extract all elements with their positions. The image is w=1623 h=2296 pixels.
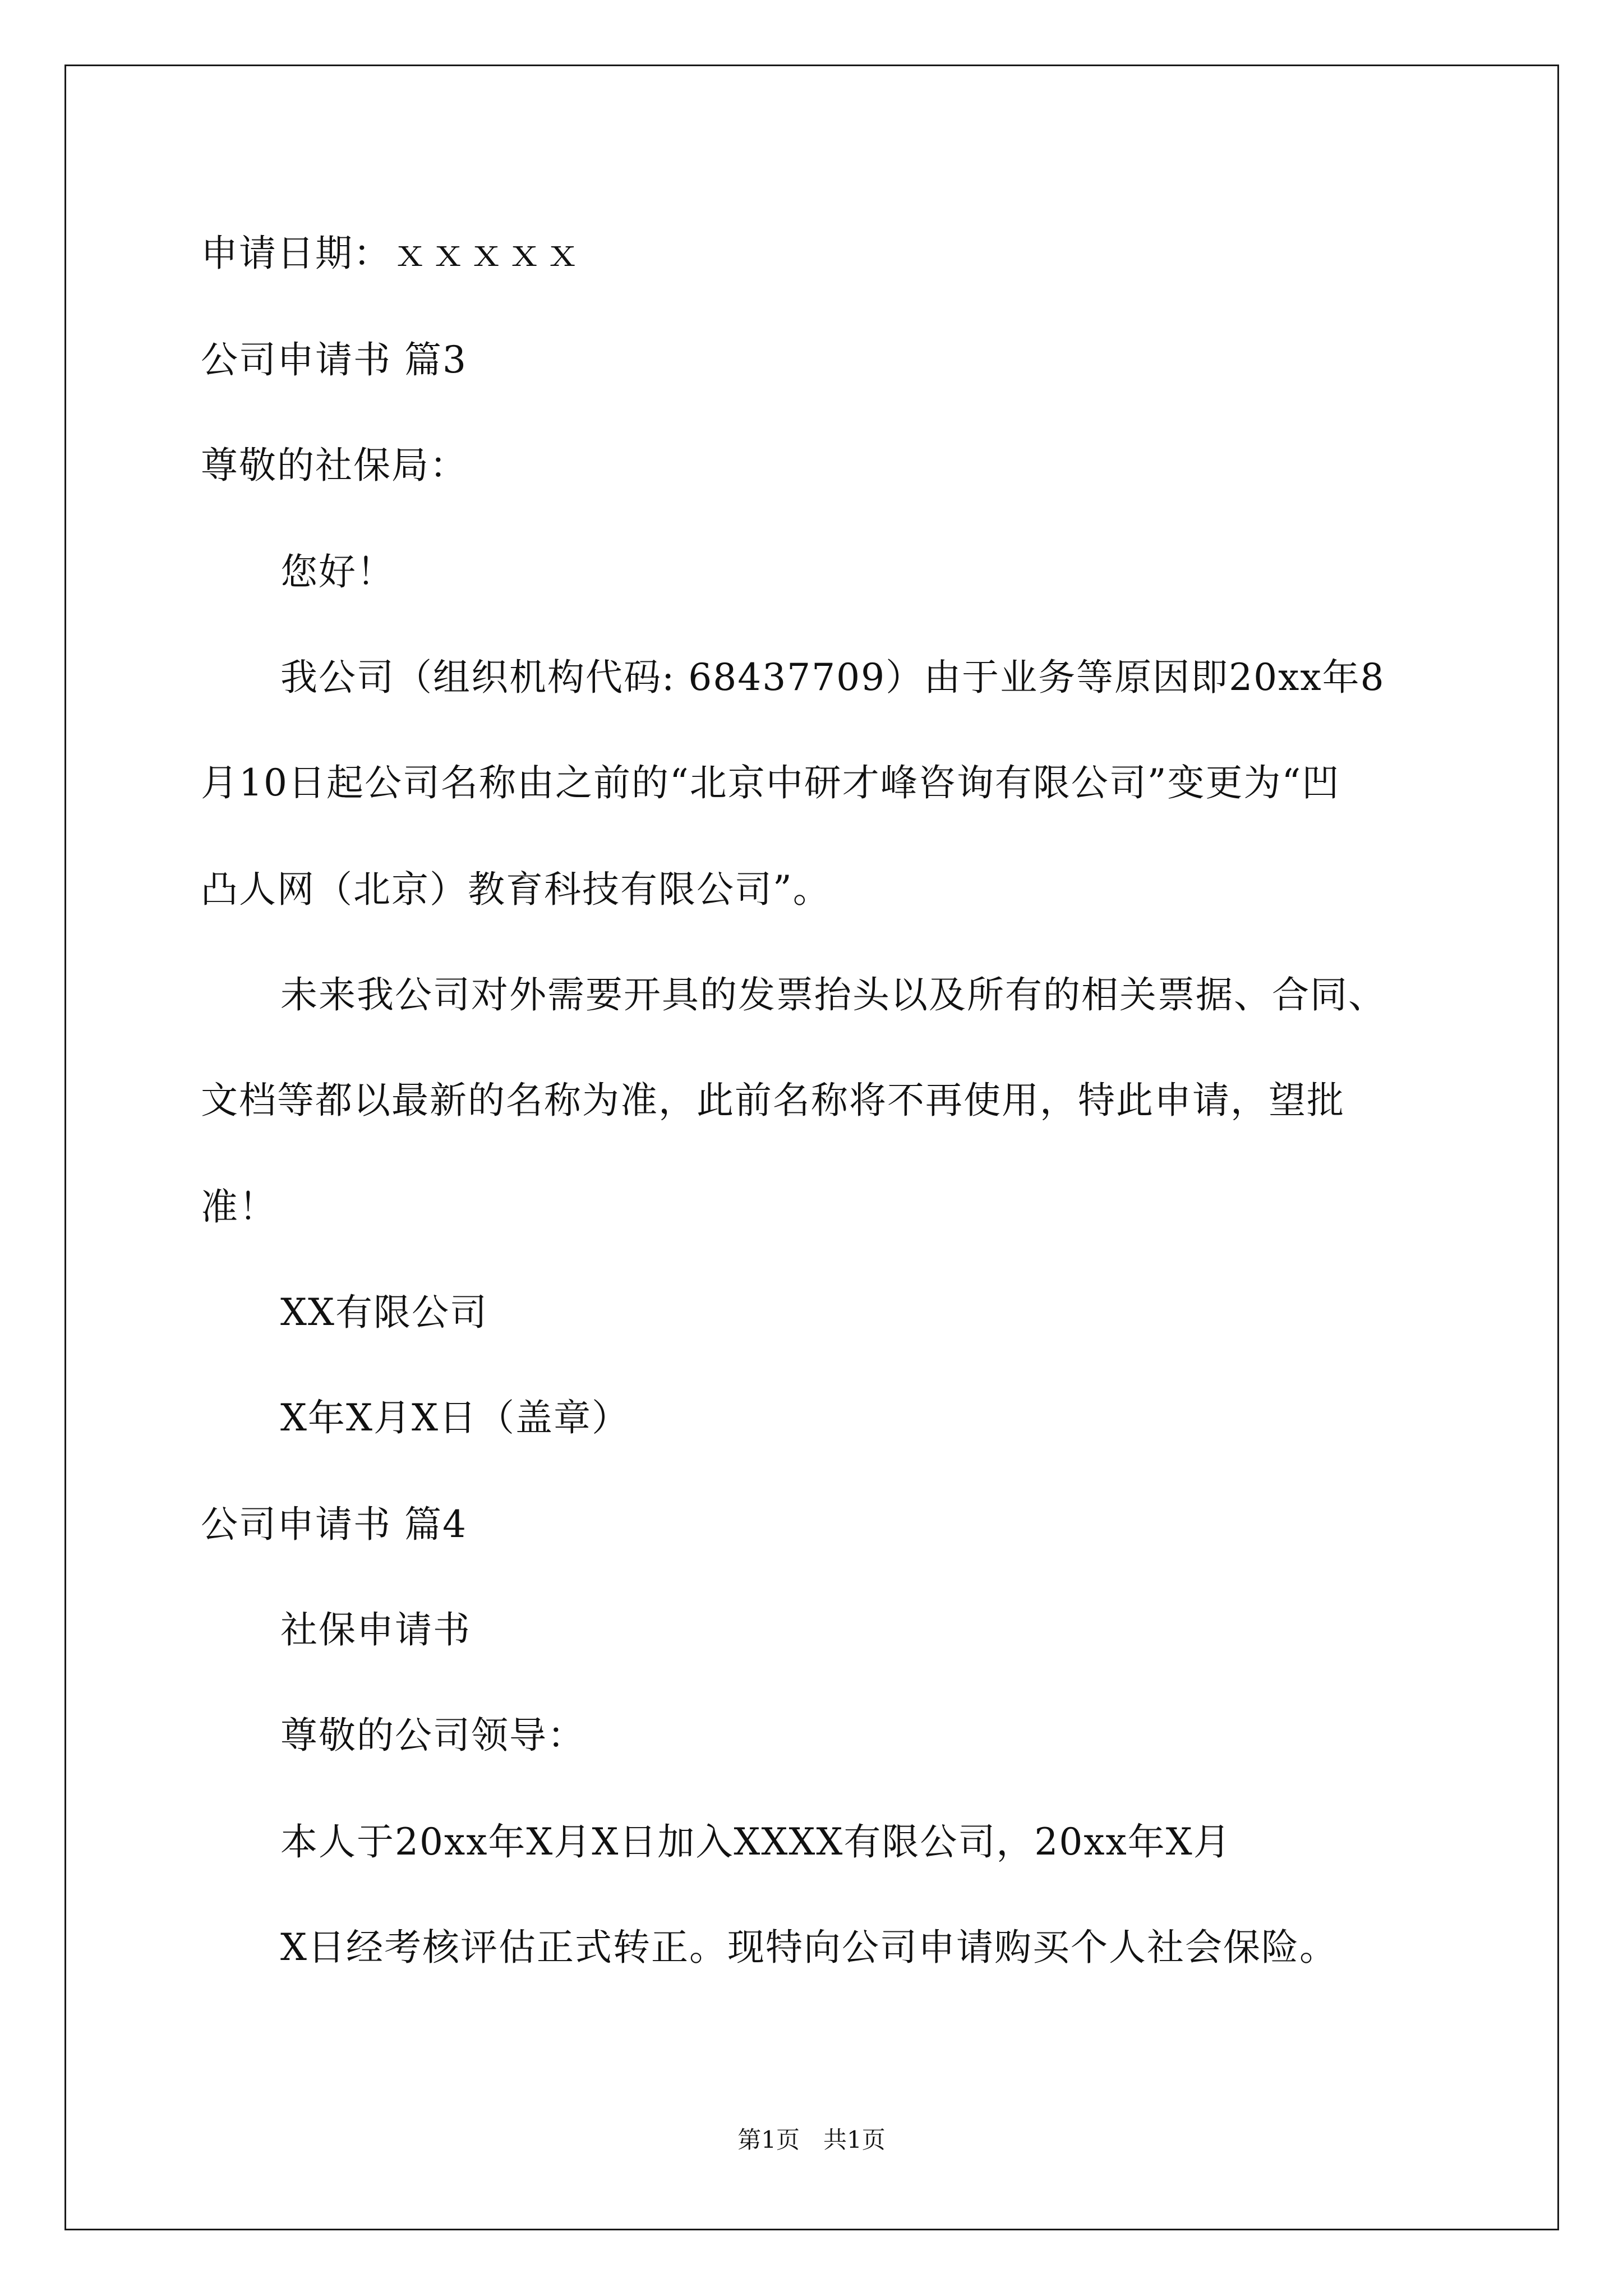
page-number-footer: 第1页 共1页 bbox=[737, 2126, 886, 2154]
salutation-social-security-bureau: 尊敬的社保局： bbox=[201, 444, 468, 487]
signature-date-line: X年X月X日（盖章） bbox=[280, 1396, 630, 1439]
body-text-line: 未来我公司对外需要开具的发票抬头以及所有的相关票据、合同、 bbox=[280, 973, 1386, 1016]
greeting-line: 您好！ bbox=[280, 550, 395, 593]
salutation-company-leaders: 尊敬的公司领导： bbox=[280, 1714, 585, 1757]
document-title-line: 社保申请书 bbox=[280, 1608, 471, 1651]
body-text-line: 准！ bbox=[201, 1185, 277, 1228]
body-text-line: 本人于20xx年X月X日加入XXXX有限公司，20xx年X月 bbox=[280, 1820, 1232, 1864]
application-date-line: 申请日期：ｘｘｘｘｘ bbox=[201, 232, 582, 275]
page-border bbox=[64, 65, 1559, 2230]
body-text-line: 凸人网（北京）教育科技有限公司”。 bbox=[201, 868, 831, 911]
body-text-line: 我公司（组织机构代码: 68437709）由于业务等原因即20xx年8 bbox=[280, 656, 1385, 699]
body-text-line: 月10日起公司名称由之前的“北京中研才峰咨询有限公司”变更为“凹 bbox=[201, 761, 1340, 804]
body-text-line: 文档等都以最新的名称为准，此前名称将不再使用，特此申请，望批 bbox=[201, 1079, 1345, 1122]
body-text-line: X日经考核评估正式转正。现特向公司申请购买个人社会保险。 bbox=[280, 1926, 1338, 1969]
signature-company-line: XX有限公司 bbox=[280, 1291, 488, 1334]
section-heading-4: 公司申请书 篇4 bbox=[201, 1503, 467, 1546]
section-heading-3: 公司申请书 篇3 bbox=[201, 338, 467, 381]
